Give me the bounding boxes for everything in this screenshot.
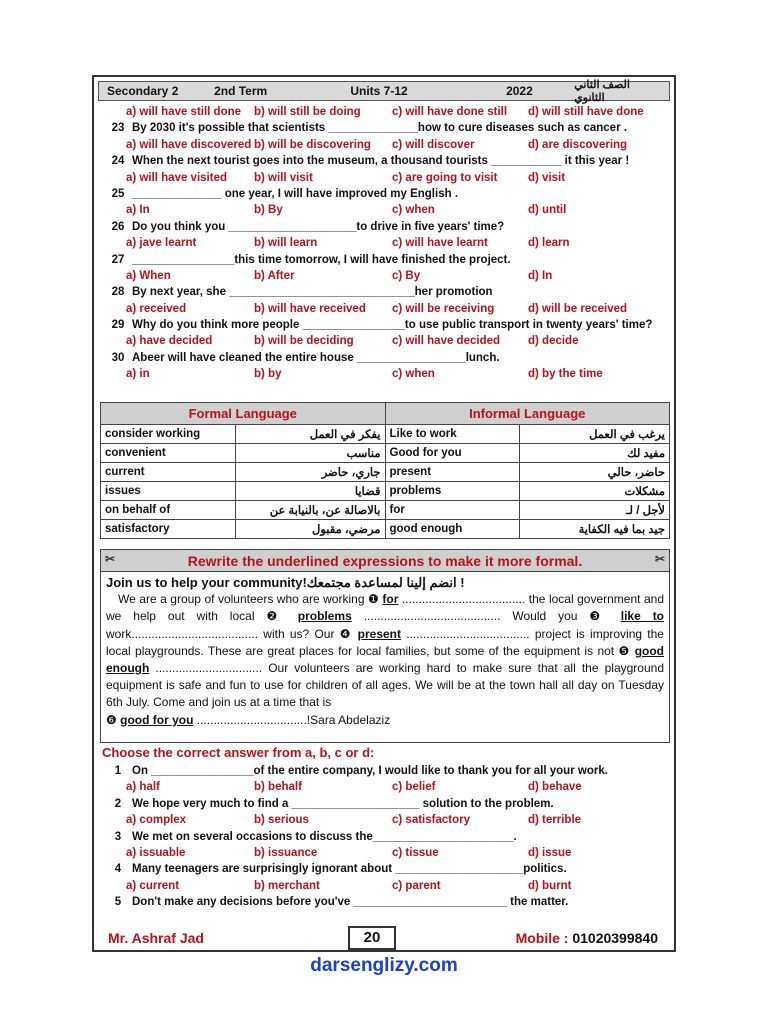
question-number: 4 [114,863,122,876]
question-line [104,861,668,877]
answer-option[interactable]: b) merchant [254,879,320,892]
cell-informal-ar: حاضر، حالي [520,463,670,482]
underlined-expression-2: problems [297,609,352,624]
marker-6: ❻ [106,712,117,727]
question-line [104,763,668,779]
cell-formal-ar: بالاصالة عن، بالنيابة عن [235,501,385,520]
answer-option[interactable]: d) are discovering [528,138,628,151]
question-line [104,186,668,202]
question-text: Don't make any decisions before you've ________________________ the matter. [132,896,569,909]
cell-formal: on behalf of [101,501,236,520]
answer-option[interactable]: c) satisfactory [392,814,470,827]
table-row [101,520,670,539]
formal-header: Formal Language [101,403,386,425]
answer-option[interactable]: a) will have discovered [126,138,252,151]
page-footer [98,927,670,949]
marker-1: ❶ [368,592,379,607]
answer-option[interactable]: d) terrible [528,814,582,827]
rewrite-passage [101,572,669,731]
question-text: ________________this time tomorrow, I will have finished the project. [132,253,511,266]
underlined-expression-1: for [382,592,399,607]
options-line [104,779,668,795]
question-number: 30 [111,351,125,364]
options-line [104,137,668,153]
answer-option[interactable]: b) will visit [254,171,313,184]
rewrite-title-bar [101,550,669,572]
answer-option[interactable]: b) will be deciding [254,335,354,348]
question-number: 2 [114,797,122,810]
answer-option[interactable]: c) when [392,368,435,381]
answer-option[interactable]: a) in [126,368,150,381]
marker-5: ❺ [618,643,631,658]
formal-informal-table [100,402,670,539]
header-arabic-level: الصف الثاني الثانوي [574,79,630,104]
options-line [104,333,668,349]
cell-formal-ar: يفكر في العمل [235,425,385,444]
answer-option[interactable]: a) will have still done [126,106,242,118]
options-line [104,301,668,317]
table-row [101,444,670,463]
answer-option[interactable]: d) visit [528,171,566,184]
website-link[interactable]: darsenglizy.com [310,955,458,976]
cell-informal: Like to work [385,425,520,444]
answer-option[interactable]: b) will learn [254,237,318,250]
answer-option[interactable]: d) decide [528,335,579,348]
table-row [101,425,670,444]
question-number: 23 [111,122,125,135]
answer-option[interactable]: a) When [126,269,171,282]
options-line [104,202,668,218]
table-row [101,463,670,482]
question-text: When the next tourist goes into the museum, a thousand tourists ___________ it this year ! [132,155,630,168]
header-units: Units 7-12 [350,84,408,98]
question-number: 5 [114,896,122,909]
question-line [104,120,668,136]
question-text: Abeer will have cleaned the entire house _________________lunch. [132,351,500,364]
answer-option[interactable]: c) will have learnt [392,237,488,250]
passage-text: ......................................... Would you [363,609,578,624]
question-number: 27 [111,253,125,266]
cell-informal-ar: جيد بما فيه الكفاية [520,520,670,539]
marker-3: ❸ [589,609,609,624]
cell-formal: consider working [101,425,236,444]
cell-informal: present [385,463,520,482]
answer-option[interactable]: d) will still have done [528,106,644,118]
underlined-expression-5: good enough [106,643,665,676]
answer-option[interactable]: c) are going to visit [392,171,498,184]
answer-option[interactable]: b) will be discovering [254,138,371,151]
answer-option[interactable]: a) issuable [126,846,186,859]
answer-option[interactable]: d) will be received [528,302,628,315]
options-line [104,812,668,828]
teacher-name: Mr. Ashraf Jad [108,930,204,946]
question-number: 29 [111,319,125,332]
cell-informal: problems [385,482,520,501]
cell-formal: current [101,463,236,482]
answer-option[interactable]: c) will discover [392,138,475,151]
question-line [104,894,668,910]
passage-text: .................................!Sara Abdelaziz [196,712,391,727]
answer-option[interactable]: c) belief [392,781,436,794]
question-text: Why do you think more people ________________to use public transport in twenty years' time? [132,319,653,332]
answer-option[interactable]: a) jave learnt [126,237,197,250]
answer-option[interactable]: b) by [254,368,282,381]
marker-4: ❹ [339,626,353,641]
options-line [104,170,668,186]
underlined-expression-4: present [357,626,401,641]
answer-option[interactable]: d) until [528,204,567,217]
cell-formal: satisfactory [101,520,236,539]
answer-option[interactable]: d) by the time [528,368,603,381]
answer-option[interactable]: b) will still be doing [254,106,361,118]
question-line [104,796,668,812]
passage-text: We are a group of volunteers who are working [118,592,365,607]
page-header [98,79,670,104]
underlined-expression-6: good for you [120,712,194,727]
cell-formal-ar: مرضي، مقبول [235,520,385,539]
question-text: ______________ one year, I will have improved my English . [132,187,459,200]
options-line [104,366,668,382]
options-line [104,878,668,894]
cell-informal: Good for you [385,444,520,463]
answer-option[interactable]: c) tissue [392,846,439,859]
answer-option[interactable]: b) issuance [254,846,318,859]
answer-option[interactable]: c) when [392,204,435,217]
cell-formal: issues [101,482,236,501]
table-row [101,482,670,501]
mobile-contact [516,930,658,946]
question-number: 1 [114,765,122,777]
options-line [104,845,668,861]
answer-option[interactable]: d) In [528,269,553,282]
answer-option[interactable]: b) behalf [254,781,302,794]
cell-informal: good enough [385,520,520,539]
cell-informal-ar: يرغب في العمل [520,425,670,444]
page-number: 20 [348,926,396,950]
passage-text: work...................................... with us? Our [106,626,335,641]
scissors-icon: ✂ [105,552,116,566]
question-number: 3 [114,830,122,843]
answer-option[interactable]: a) half [126,781,160,794]
question-text: Do you think you ____________________to drive in five years' time? [132,220,505,233]
answer-option[interactable]: c) will be receiving [392,302,495,315]
options-line [104,235,668,251]
cell-informal-ar: مفيد لك [520,444,670,463]
cell-informal-ar: مشكلات [520,482,670,501]
underlined-expression-3: like to [620,609,665,624]
informal-header: Informal Language [385,403,670,425]
table-row [101,501,670,520]
question-text: We hope very much to find a ____________________ solution to the problem. [132,797,554,810]
question-list-choose [104,763,668,911]
passage-text: ..................................... project is improving the local playgrounds. These are great places for local families, but some of the equipment is not [106,626,664,658]
question-line [104,317,668,333]
rewrite-section [100,549,670,743]
answer-option[interactable]: b) By [254,204,283,217]
question-text: By 2030 it's possible that scientists ______________how to cure diseases such as cancer . [132,122,627,135]
answer-option[interactable]: c) will have done still [392,106,508,118]
question-line [104,284,668,300]
cell-informal: for [385,501,520,520]
cell-formal-ar: جاري، حاضر [235,463,385,482]
cell-formal-ar: قضايا [235,482,385,501]
question-number: 25 [111,187,125,200]
passage-text: ................................ Our volunteers are working hard to make sure that all the playground equipment is safe and fun to use for children of all ages. We will be at the town hall all day on Tuesday 6th July. Come and join us at a time that is [106,661,664,710]
answer-option[interactable]: a) complex [126,814,187,827]
table-header-row [101,403,670,425]
answer-option[interactable]: a) received [126,302,187,315]
question-line [104,350,668,366]
question-text: We met on several occasions to discuss the______________________. [132,830,517,843]
cell-informal-ar: لأجل / لـ [520,501,670,520]
marker-2: ❷ [266,609,286,624]
question-line [104,153,668,169]
rewrite-title: Rewrite the underlined expressions to make it more formal. [187,552,583,569]
answer-option[interactable]: d) behave [528,781,582,794]
passage-heading: Join us to help your community!انضم إلينا لمساعدة مجتمعك ! [106,575,465,590]
answer-option[interactable]: d) issue [528,846,572,859]
answer-option[interactable]: a) will have visited [126,171,227,184]
cell-formal-ar: مناسب [235,444,385,463]
scissors-icon: ✂ [654,552,665,566]
worksheet-page [92,75,676,952]
options-line [104,104,668,120]
answer-option[interactable]: a) have decided [126,335,213,348]
answer-option[interactable]: c) parent [392,879,441,892]
question-line [104,252,668,268]
answer-option[interactable]: d) burnt [528,879,572,892]
answer-option[interactable]: a) In [126,204,150,217]
question-line [104,829,668,845]
passage-text: ..................................... the local government and we help out with local [106,592,664,624]
answer-option[interactable]: b) After [254,269,295,282]
options-line [104,268,668,284]
answer-option[interactable]: d) learn [528,237,570,250]
question-number: 28 [111,286,125,299]
question-text: On ________________of the entire company, I would like to thank you for all your work. [132,765,608,777]
question-list-top [104,104,668,383]
mobile-number: 01020399840 [572,930,658,946]
answer-option[interactable]: a) current [126,879,180,892]
question-text: By next year, she _____________________________her promotion [132,286,493,299]
header-term: 2nd Term [214,84,268,98]
question-number: 26 [111,220,125,233]
choose-section-title: Choose the correct answer from a, b, c or d: [102,745,375,760]
answer-option[interactable]: b) serious [254,814,309,827]
answer-option[interactable]: c) By [392,269,421,282]
mobile-label: Mobile : [515,930,569,946]
header-year: 2022 [506,84,533,98]
answer-option[interactable]: c) will have decided [392,335,501,348]
question-line [104,219,668,235]
question-number: 24 [111,155,125,168]
header-level: Secondary 2 [107,84,179,98]
cell-formal: convenient [101,444,236,463]
answer-option[interactable]: b) will have received [254,302,366,315]
question-text: Many teenagers are surprisingly ignorant about ____________________politics. [132,863,567,876]
